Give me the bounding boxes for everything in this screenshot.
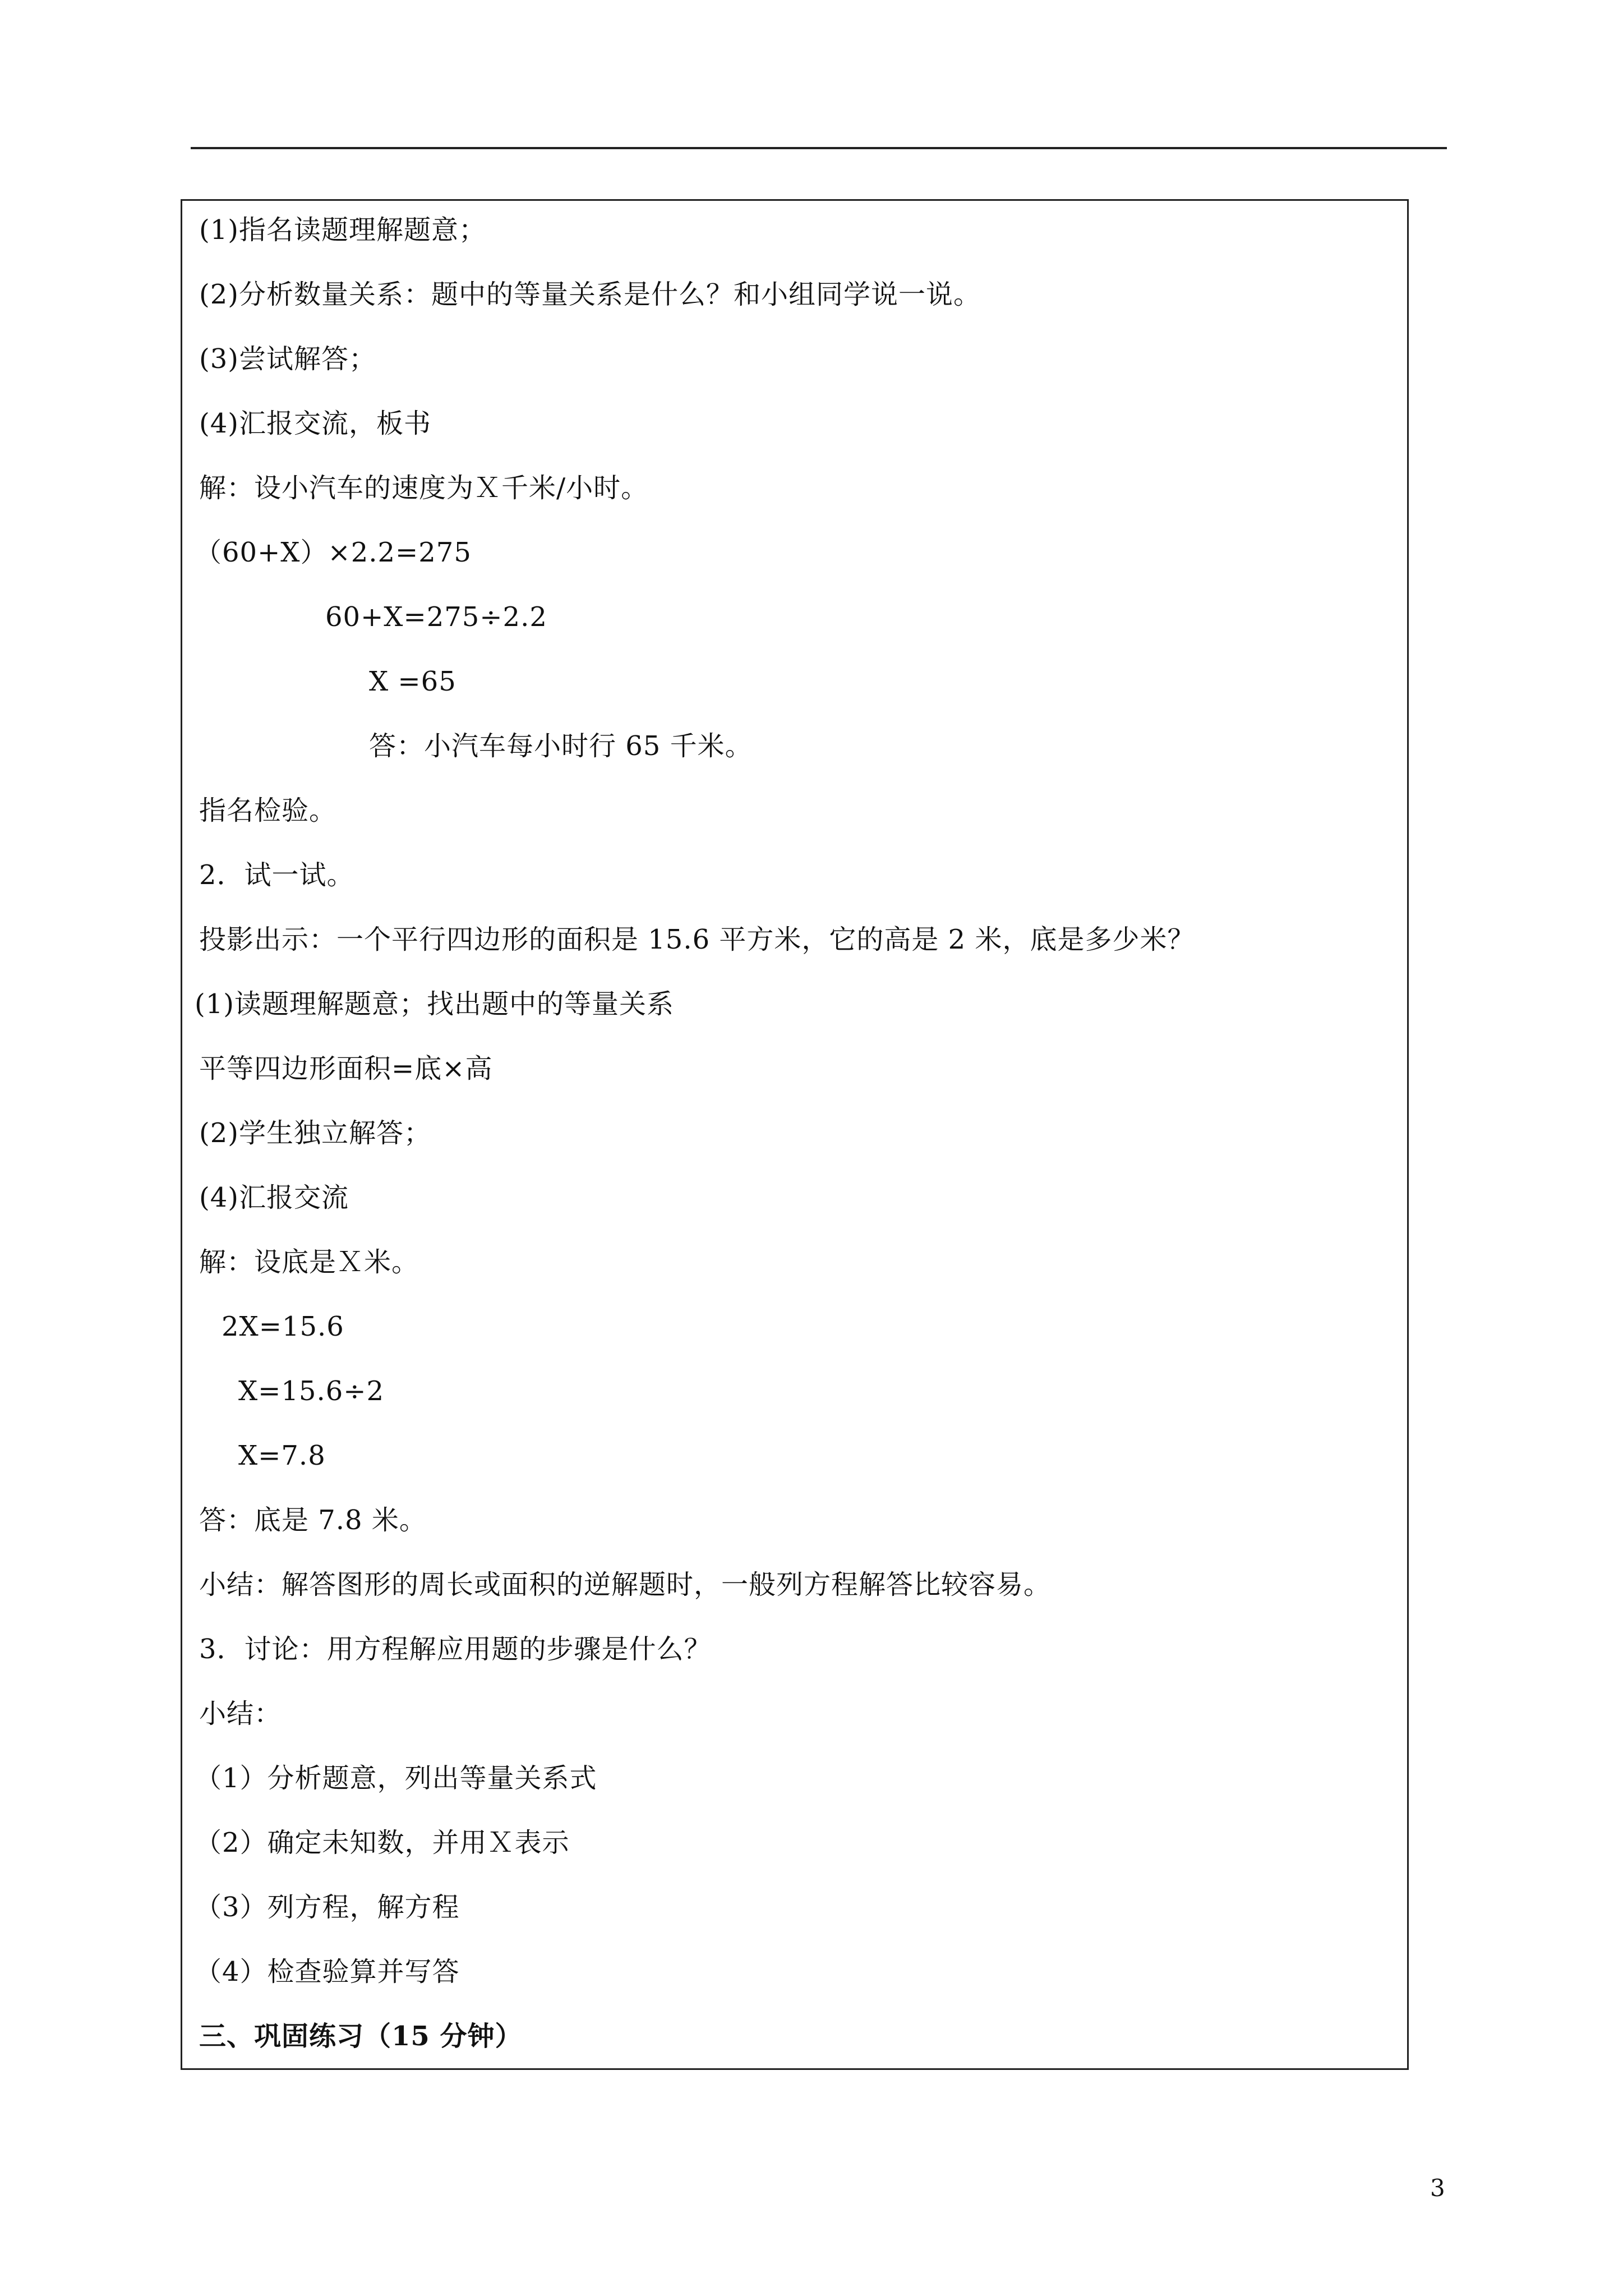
summary-step-3: （3）列方程，解方程 [195, 1892, 460, 1923]
summary-label: 小结： [199, 1698, 282, 1729]
answer-base: 答：底是 7.8 米。 [199, 1504, 427, 1536]
lesson-content-box [181, 199, 1409, 2070]
solution-setup-speed: 解：设小汽车的速度为Ｘ千米/小时。 [199, 472, 649, 504]
step-report-2: (4)汇报交流 [199, 1182, 349, 1213]
projected-problem: 投影出示：一个平行四边形的面积是 15.6 平方米，它的高是 2 米，底是多少米？ [199, 924, 1195, 955]
summary-step-1: （1）分析题意，列出等量关系式 [195, 1763, 597, 1794]
equation-line-2: 60+X=275÷2.2 [325, 601, 547, 633]
summary-step-4: （4）检查验算并写答 [195, 1956, 460, 1987]
header-rule [191, 147, 1447, 149]
step-try-solve: (3)尝试解答； [199, 343, 376, 375]
section-consolidation-exercise: 三、巩固练习（15 分钟） [199, 2021, 523, 2052]
step-independent-solve: (2)学生独立解答； [199, 1117, 431, 1149]
summary-step-2: （2）确定未知数，并用Ｘ表示 [195, 1827, 570, 1858]
step-read-problem: (1)指名读题理解题意； [199, 214, 486, 246]
step-analyze-relation: (2)分析数量关系：题中的等量关系是什么？和小组同学说一说。 [199, 279, 981, 310]
equation-line-1: （60+X）×2.2=275 [195, 537, 472, 568]
answer-speed: 答：小汽车每小时行 65 千米。 [369, 730, 753, 762]
equation-base-3: X=7.8 [238, 1440, 326, 1471]
check-by-name: 指名检验。 [199, 795, 337, 826]
summary-inverse-problems: 小结：解答图形的周长或面积的逆解题时，一般列方程解答比较容易。 [199, 1569, 1052, 1600]
equation-base-2: X=15.6÷2 [238, 1375, 385, 1407]
section-try-it: 2．试一试。 [199, 859, 354, 891]
step-report: (4)汇报交流，板书 [199, 408, 431, 439]
equation-base-1: 2X=15.6 [222, 1311, 344, 1342]
page-number: 3 [1430, 2174, 1445, 2202]
solution-setup-base: 解：设底是Ｘ米。 [199, 1246, 419, 1278]
area-formula: 平等四边形面积=底×高 [199, 1053, 493, 1084]
discussion-steps: 3．讨论：用方程解应用题的步骤是什么？ [199, 1634, 712, 1665]
equation-line-3: X =65 [369, 666, 457, 697]
step-read-relation: (1)读题理解题意；找出题中的等量关系 [195, 988, 674, 1020]
